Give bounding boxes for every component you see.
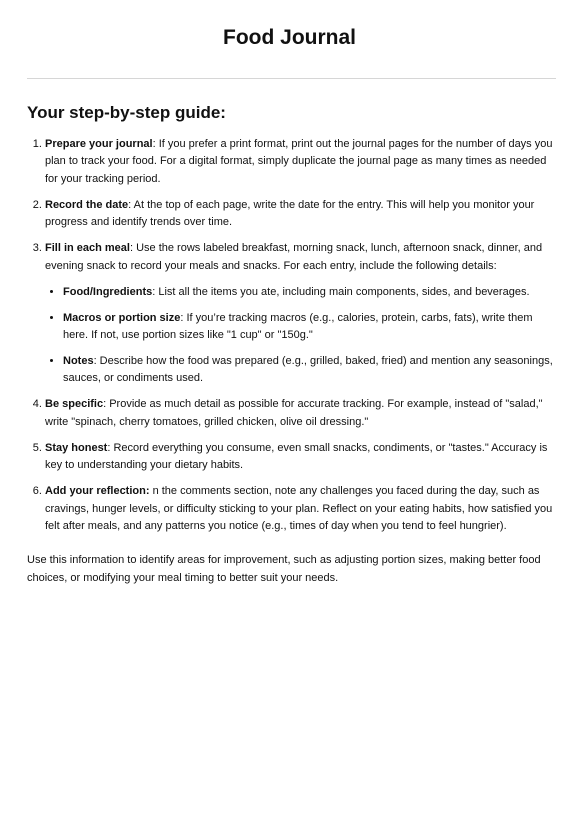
title-divider — [27, 78, 556, 79]
step-text: : Use the rows labeled breakfast, morning snack, lunch, afternoon snack, dinner, and evening snack to record your meals and snacks. For each entry, include the following details: — [45, 242, 543, 272]
detail-text: : Describe how the food was prepared (e.g., grilled, baked, fried) and mention any seasonings, sauces, or condiments used. — [63, 355, 553, 385]
step-label: Be specific — [45, 398, 104, 411]
steps-list — [27, 136, 554, 535]
detail-item-food — [63, 284, 554, 301]
detail-text: : If you’re tracking macros (e.g., calories, protein, carbs, fats), write them here. If not, use portion sizes like "1 cup" or "150g." — [63, 311, 533, 342]
guide-content — [27, 136, 554, 587]
step-text: : Provide as much detail as possible for accurate tracking. For example, instead of "salad," write "spinach, cherry tomatoes, grilled chicken, olive oil dressing." — [45, 398, 543, 428]
step-item-specific — [45, 396, 554, 431]
step-text: : At the top of each page, write the date for the entry. This will help you monitor your progress and identify trends over time. — [45, 198, 535, 229]
step-label: Add your reflection: — [45, 485, 150, 498]
step-label: Record the date — [45, 198, 129, 211]
step-item-honest — [45, 440, 554, 475]
step-item-fill-meal — [45, 240, 554, 388]
step-item-record-date — [45, 197, 554, 232]
guide-heading: Your step-by-step guide: — [27, 103, 226, 122]
page-title: Food Journal — [223, 26, 356, 49]
detail-label: Macros or portion size — [63, 311, 181, 324]
step-text: : Record everything you consume, even small snacks, condiments, or "tastes." Accuracy is key to understanding your dietary habits. — [45, 441, 548, 472]
step-label: Stay honest — [45, 441, 108, 454]
detail-text: : List all the items you ate, including main components, sides, and beverages. — [152, 285, 530, 298]
step-label: Prepare your journal — [45, 138, 153, 150]
detail-item-notes — [63, 353, 554, 388]
step-item-reflection — [45, 483, 554, 535]
meal-details-list — [45, 284, 554, 388]
closing-paragraph: Use this information to identify areas for improvement, such as adjusting portion sizes, making better food choices, or modifying your meal timing to better suit your needs. — [27, 554, 541, 584]
detail-item-macros — [63, 310, 554, 345]
step-text: n the comments section, note any challenges you faced during the day, such as cravings, hunger levels, or difficulty sticking to your plan. Reflect on your eating habits, how satisfied you felt after meals, and any patterns you notice (e.g., times of day when you tend to feel hungrier). — [45, 485, 553, 533]
step-item-prepare — [45, 136, 554, 188]
detail-label: Food/Ingredients — [63, 285, 153, 298]
detail-label: Notes — [63, 355, 94, 368]
step-label: Fill in each meal — [45, 242, 130, 255]
step-text: : If you prefer a print format, print out the journal pages for the number of days you plan to track your food. For a digital format, simply duplicate the journal page as many times as needed for your tracking period. — [45, 138, 553, 185]
